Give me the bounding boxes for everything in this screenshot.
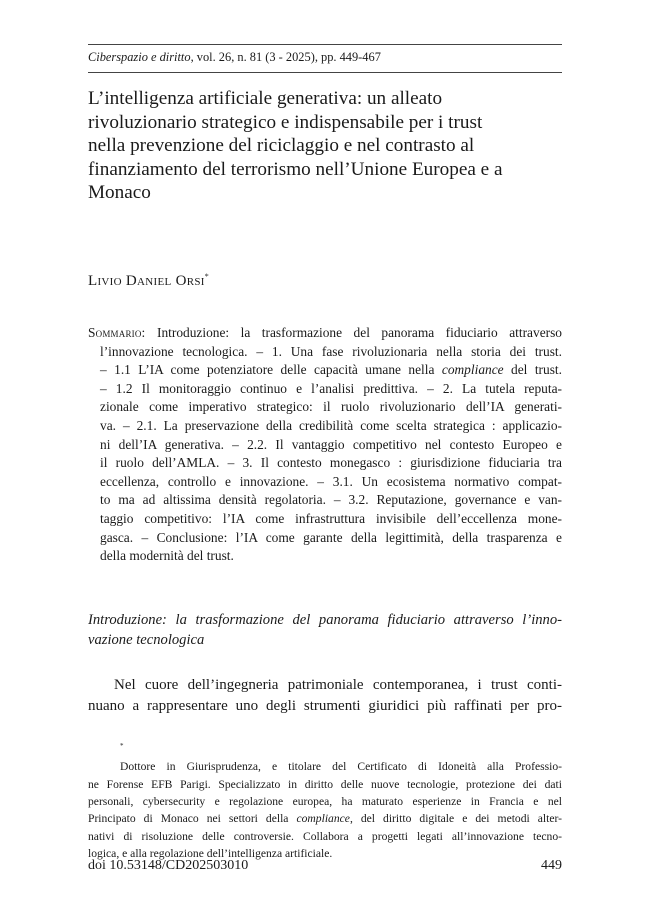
summary-label: Sommario: bbox=[88, 325, 146, 340]
title-line: rivoluzionario strategico e indispensabile per i trust bbox=[88, 111, 483, 133]
summary-line: taggio competitivo: l’IA come infrastruttura invisibile dell’eccellenza mone- bbox=[100, 510, 562, 526]
summary-line: – 1.2 Il monitoraggio continuo e l’analisi predittiva. – 2. La tutela reputa- bbox=[100, 380, 562, 396]
footnote bbox=[88, 738, 562, 863]
page-number: 449 bbox=[541, 858, 562, 873]
summary-line: zionale come imperativo strategico: il ruolo rivoluzionario dell’IA generati- bbox=[100, 399, 562, 415]
author-name: Livio Daniel Orsi bbox=[88, 273, 205, 289]
summary-line: della modernità del trust. bbox=[100, 548, 234, 564]
summary-line: ni dell’IA generativa. – 2.2. Il vantaggio competitivo nel contesto Europeo e bbox=[100, 436, 562, 452]
section-heading-line: vazione tecnologica bbox=[88, 632, 205, 649]
section-heading bbox=[88, 610, 562, 651]
summary-line: – 1.1 L’IA come potenziatore delle capacità umane nella compliance del trust. bbox=[100, 362, 562, 378]
emphasized-term: compliance bbox=[296, 812, 350, 826]
footnote-mark: * bbox=[120, 742, 124, 750]
summary-line: eccellenza, controllo e innovazione. – 3.1. Un ecosistema normativo compat- bbox=[100, 473, 562, 489]
summary-line: va. – 2.1. La preservazione della credibilità come scelta strategica : applicazio- bbox=[100, 417, 562, 433]
article-title bbox=[88, 87, 562, 205]
journal-name: Ciberspazio e diritto bbox=[88, 50, 191, 64]
header-top-rule bbox=[88, 44, 562, 45]
footnote-line: ne Forense EFB Parigi. Specializzato in diritto delle nuove tecnologie, protezione dei dati bbox=[88, 777, 562, 791]
summary-line bbox=[88, 324, 562, 343]
footnote-line: personali, cybersecurity e regolazione europea, ha maturato esperienze in Francia e nel bbox=[88, 795, 562, 809]
author-footnote-mark: * bbox=[204, 272, 210, 281]
emphasized-term: compliance bbox=[441, 362, 504, 378]
section-heading-line: Introduzione: la trasformazione del panorama fiduciario attraverso l’inno- bbox=[88, 612, 562, 628]
summary-line: gasca. – Conclusione: l’IA come garante della legittimità, della trasparenza e bbox=[100, 529, 562, 545]
summary-line: il ruolo dell’AMLA. – 3. Il contesto monegasco : giurisdizione fiduciaria tra bbox=[100, 455, 562, 471]
title-line: finanziamento del terrorismo nell’Unione Europea e a bbox=[88, 158, 503, 180]
body-paragraph bbox=[88, 675, 562, 717]
doi-identifier: doi 10.53148/CD202503010 bbox=[88, 858, 249, 873]
summary-line: l’innovazione tecnologica. – 1. Una fase rivoluzionaria nella storia dei trust. bbox=[100, 343, 562, 359]
title-line: L’intelligenza artificiale generativa: un alleato bbox=[88, 88, 443, 109]
footnote-line: Principato di Monaco nei settori della compliance, del diritto digitale e dei metodi alter- bbox=[88, 812, 562, 826]
summary-line: to ma ad altissima densità regolatoria. – 3.2. Reputazione, governance e van- bbox=[100, 492, 562, 508]
body-line: nuano a rappresentare uno degli strumenti giuridici più raffinati per pro- bbox=[88, 698, 562, 714]
running-header bbox=[88, 49, 562, 66]
footnote-line: logica, e alla regolazione dell’intelligenza artificiale. bbox=[88, 847, 333, 861]
author-name-block bbox=[88, 267, 209, 291]
footnote-line bbox=[88, 738, 562, 776]
title-line: nella prevenzione del riciclaggio e nel contrasto al bbox=[88, 135, 475, 157]
summary-first-line: Introduzione: la trasformazione del panorama fiduciario attraverso bbox=[156, 325, 563, 340]
header-bottom-rule bbox=[88, 72, 562, 73]
table-of-contents-summary bbox=[88, 324, 562, 566]
journal-citation: , vol. 26, n. 81 (3 - 2025), pp. 449-467 bbox=[190, 50, 381, 64]
body-line: Nel cuore dell’ingegneria patrimoniale contemporanea, i trust conti- bbox=[114, 677, 562, 693]
paper-page bbox=[88, 0, 562, 922]
footnote-first-text: Dottore in Giurisprudenza, e titolare del Certificato di Idoneità alla Professio- bbox=[120, 760, 562, 774]
footnote-line: nativi di risoluzione delle controversie. Collabora a progetti legati all’innovazione tecno- bbox=[88, 829, 562, 843]
title-line: Monaco bbox=[88, 182, 151, 204]
